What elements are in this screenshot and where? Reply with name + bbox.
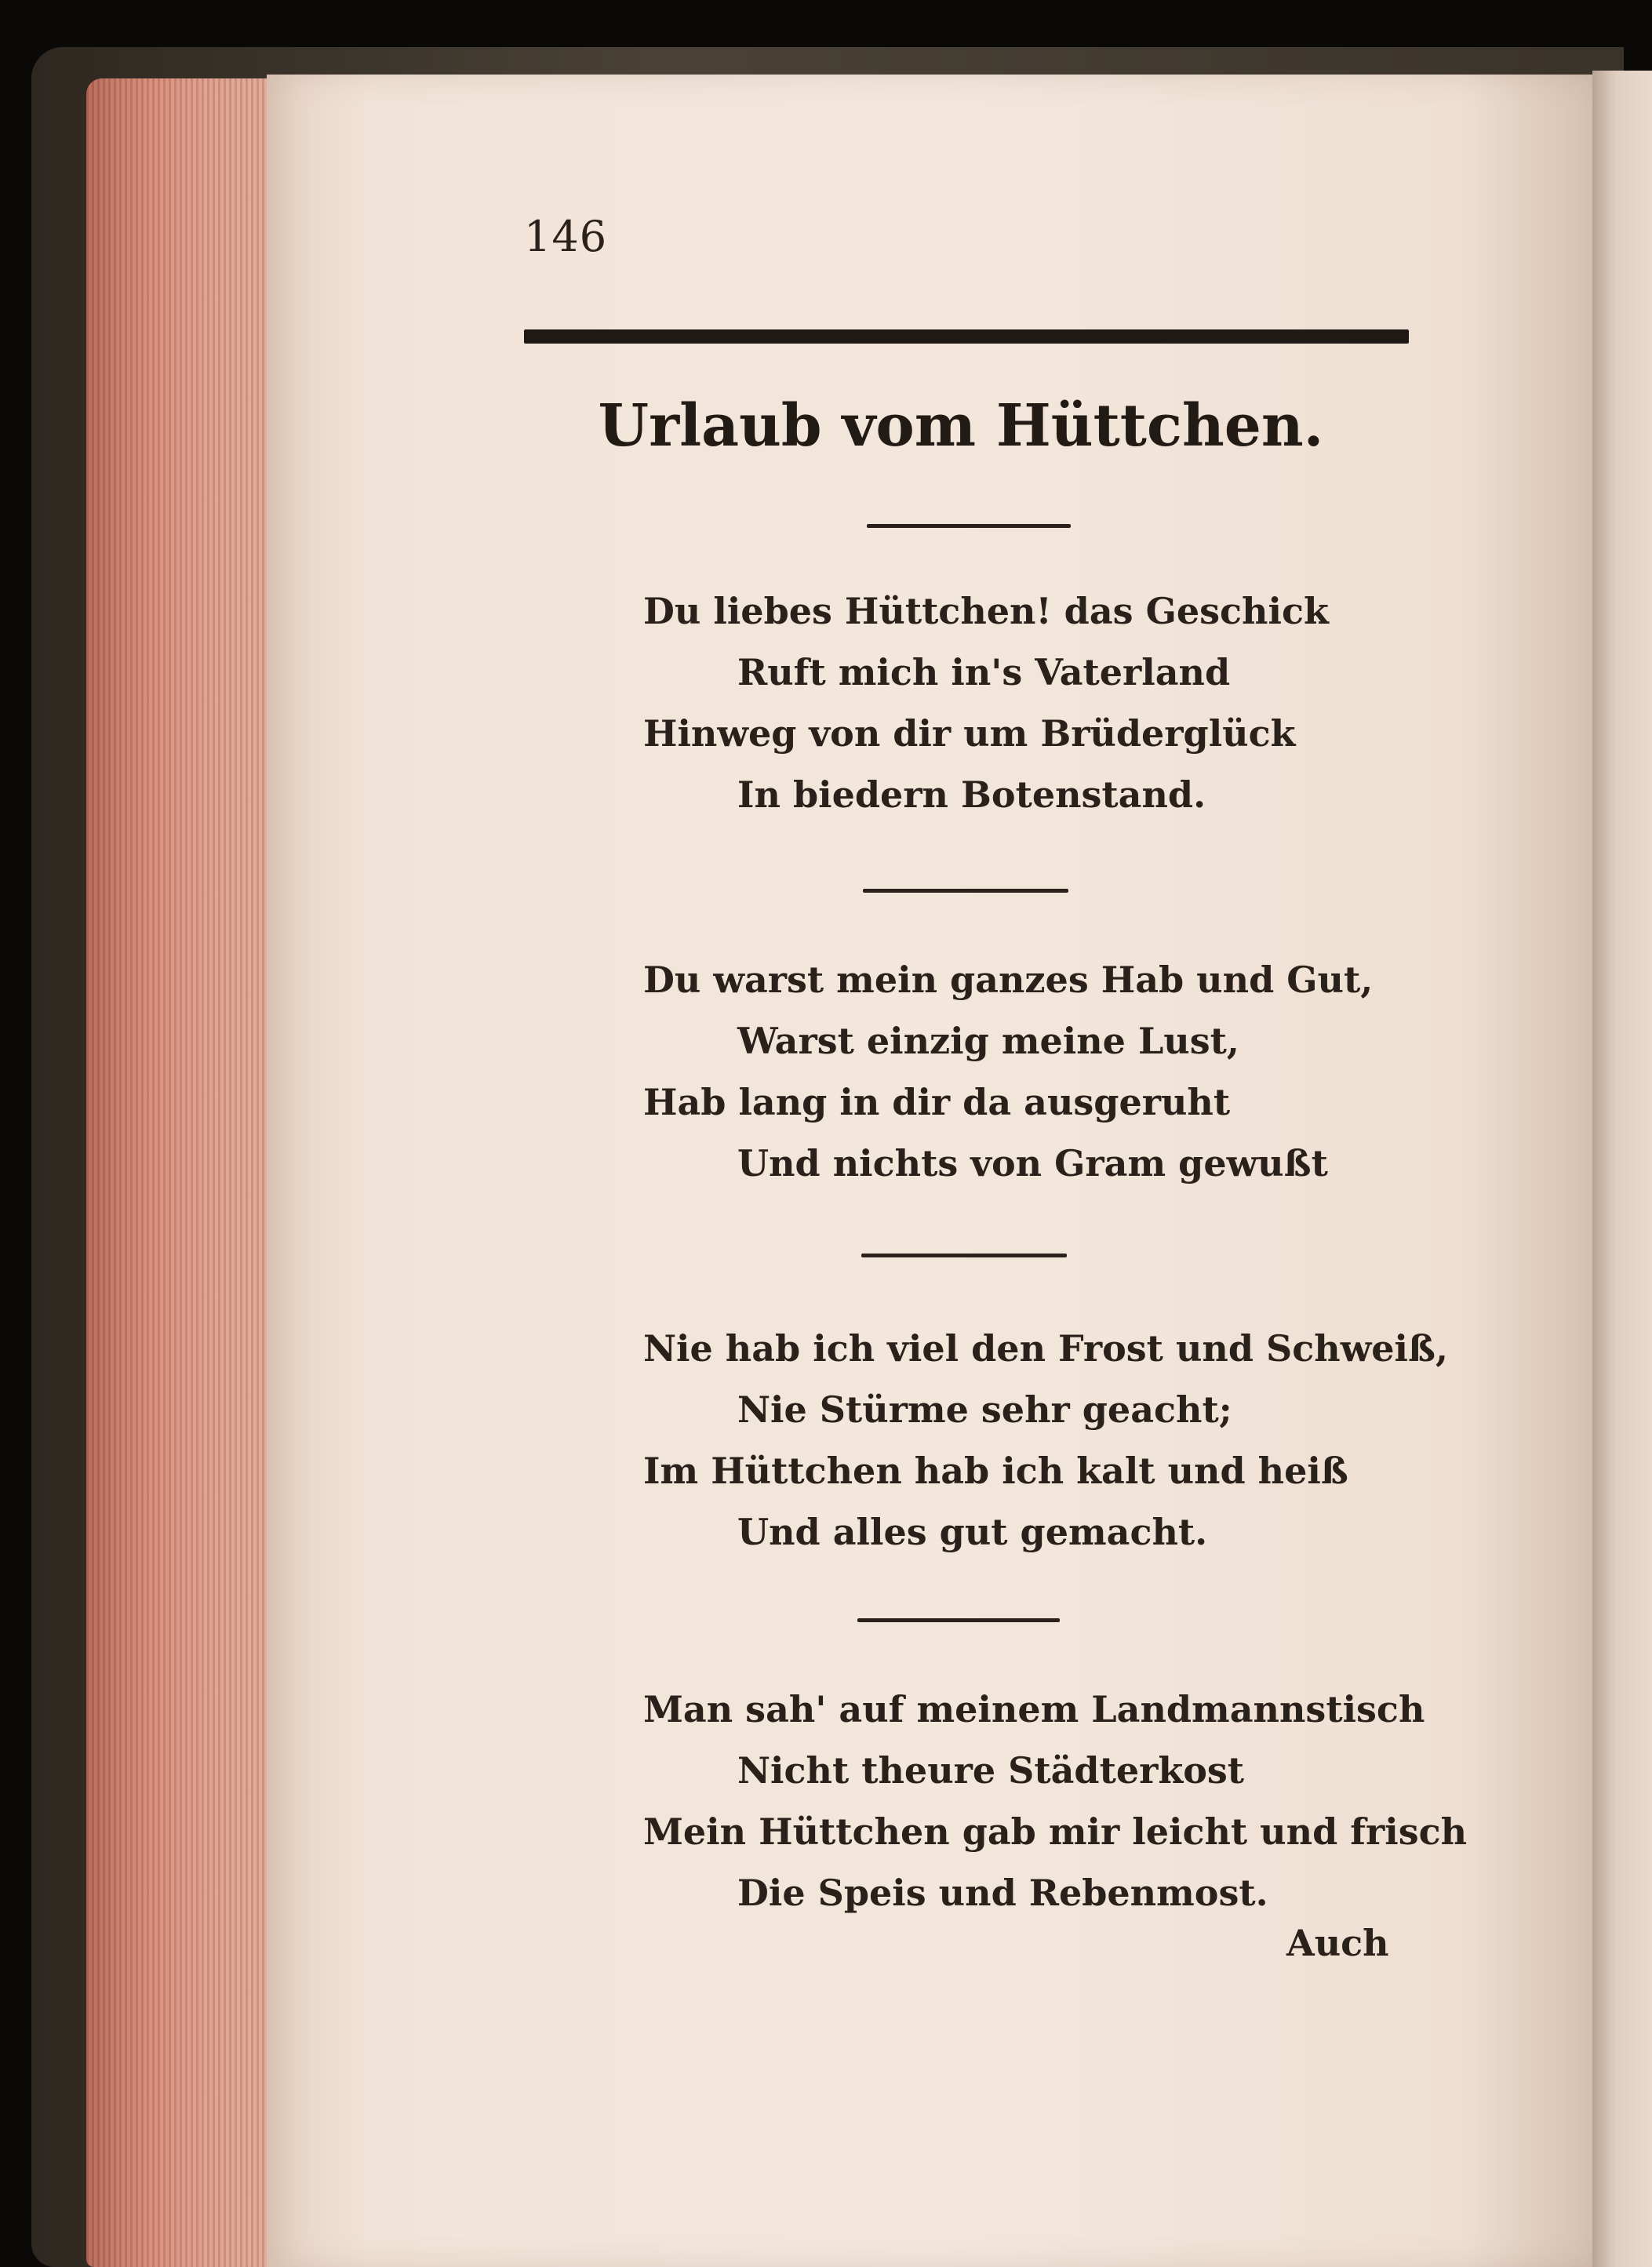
- divider-rule: [867, 524, 1071, 528]
- verse-line: Ruft mich in's Vaterland: [737, 651, 1231, 693]
- verse-line: Im Hüttchen hab ich kalt und heiß: [643, 1450, 1348, 1492]
- verse-line: Du warst mein ganzes Hab und Gut,: [643, 959, 1374, 1001]
- poem-title: Urlaub vom Hüttchen.: [598, 392, 1324, 460]
- verse-line: Man sah' auf meinem Landmannstisch: [643, 1688, 1425, 1730]
- header-rule: [524, 329, 1409, 344]
- verse-line: Und nichts von Gram gewußt: [737, 1142, 1328, 1184]
- verse-line: Die Speis und Rebenmost.: [737, 1872, 1268, 1914]
- page-number: 146: [524, 212, 608, 261]
- divider-rule: [861, 1254, 1067, 1257]
- verse-line: Nie Stürme sehr geacht;: [737, 1388, 1232, 1431]
- facing-page-edge: [1592, 71, 1652, 2267]
- verse-line: Und alles gut gemacht.: [737, 1511, 1208, 1553]
- verse-line: Nicht theure Städterkost: [737, 1749, 1245, 1792]
- divider-rule: [863, 889, 1068, 893]
- catchword: Auch: [1286, 1922, 1389, 1964]
- stanza-1: [643, 580, 1428, 825]
- verse-line: Nie hab ich viel den Frost und Schweiß,: [643, 1327, 1448, 1370]
- page-edges: [86, 78, 282, 2267]
- verse-line: In biedern Botenstand.: [737, 773, 1206, 816]
- verse-line: Hab lang in dir da ausgeruht: [643, 1081, 1231, 1123]
- stanza-3: [643, 1318, 1448, 1563]
- verse-line: Du liebes Hüttchen! das Geschick: [643, 590, 1329, 632]
- stanza-2: [643, 949, 1428, 1194]
- stanza-4: [643, 1679, 1468, 1923]
- verse-line: Hinweg von dir um Brüderglück: [643, 712, 1296, 755]
- verse-line: Warst einzig meine Lust,: [737, 1020, 1239, 1062]
- divider-rule: [857, 1618, 1060, 1622]
- verse-line: Mein Hüttchen gab mir leicht und frisch: [643, 1810, 1468, 1853]
